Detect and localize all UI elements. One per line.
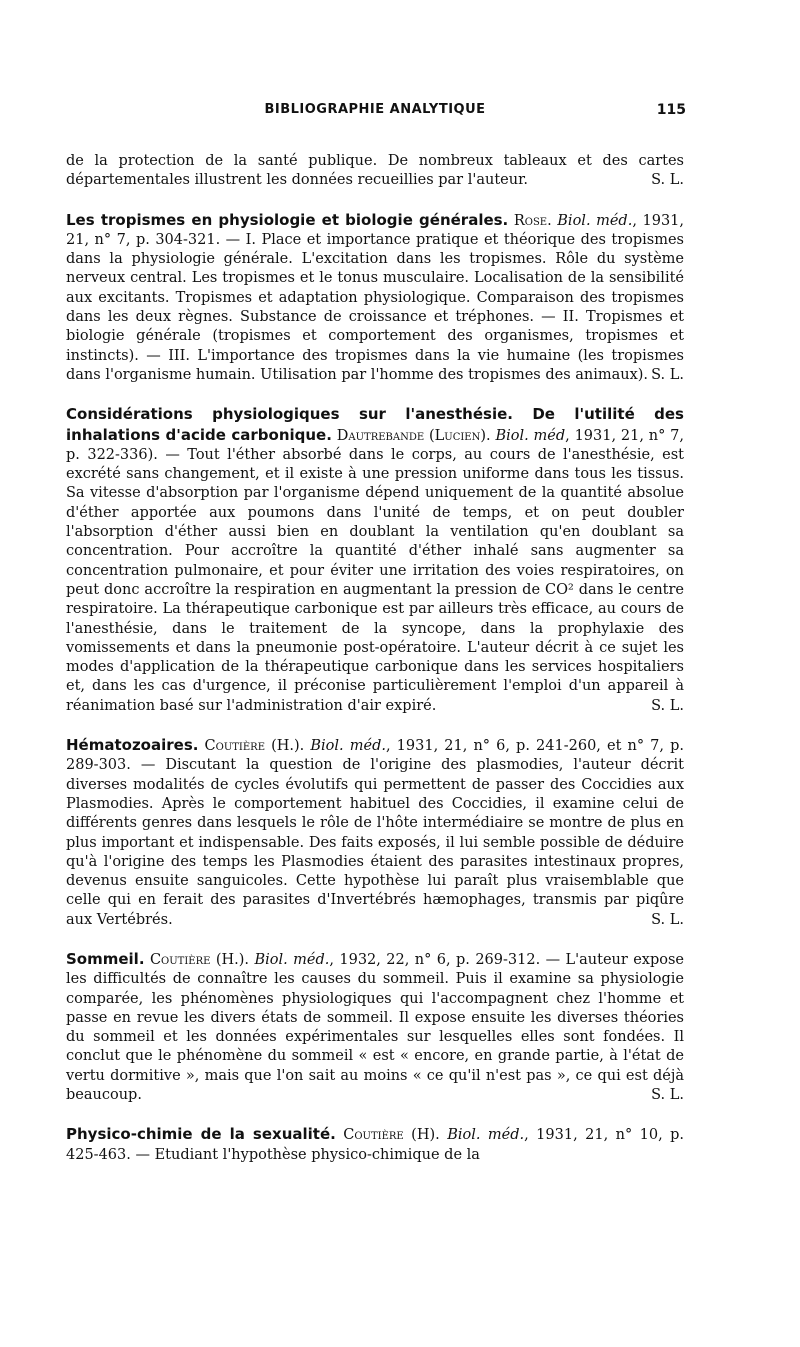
- entry-title: Sommeil.: [66, 949, 145, 968]
- entry-summary: — L'auteur expose les difficultés de connaître les causes du sommeil. Puis il examine sa physiologie comparée, les phénomènes physiologiques qui l'accompagnent chez l'homme et passe en revue les divers états de sommeil. Il expose ensuite les diverses théories du sommeil et les données expérimentales sur lesquelles elles sont fondées. Il conclut que le phénomène du sommeil « est « encore, en grande partie, à l'état de vertu dormitive », mais que l'on sait au moins « ce qu'il n'est pas », ce qui est déjà beaucoup.: [66, 951, 684, 1104]
- entry-title: Considérations physiologiques sur l'anesthésie. De l'utilité des inhalations d'acide carbonique.: [66, 405, 684, 444]
- reviewer-initials: S. L.: [651, 697, 684, 714]
- entry-journal: Biol. méd.: [447, 1127, 525, 1144]
- entry-citation: , 1931, 21, n° 7, p. 304-321.: [66, 212, 685, 248]
- reviewer-initials: S. L.: [651, 172, 684, 189]
- entry-title: Physico-chimie de la sexualité.: [66, 1125, 336, 1144]
- entry-author: Coutière (H.).: [204, 738, 305, 755]
- entry-author: Dautrebande (Lucien).: [336, 427, 491, 444]
- entry-citation: , 1932, 22, n° 6, p. 269-312.: [329, 951, 541, 968]
- continued-paragraph: [66, 152, 684, 191]
- entry-citation: , 1931, 21, n° 6, p. 241-260, et n° 7, p. 289-303.: [66, 738, 684, 774]
- entry-title: Les tropismes en physiologie et biologie générales.: [66, 210, 509, 229]
- entry-citation: , 1931, 21, n° 10, p. 425-463.: [66, 1127, 685, 1163]
- entry-journal: Biol. méd.: [557, 212, 633, 229]
- entry-summary: — Discutant la question de l'origine des plasmodies, l'auteur décrit diverses modalités de cycles évolutifs qui permettent de passer des Coccidies aux Plasmodies. Après le comportement habituel des Coccidies, il examine celui de différents genres dans lesquels le rôle de l'hôte intermédiaire se montre de plus en plus important et indispensable. Des faits exposés, il lui semble possible de déduire qu'à l'origine des temps les Plasmodies étaient des parasites intestinaux propres, devenus ensuite sanguicoles. Cette hypothèse lui paraît plus vraisemblable que celle qui en ferait des parasites d'Invertébrés hæmophages, transmis par piqûre aux Vertébrés.: [66, 757, 684, 928]
- bibliography-entry-sommeil: [66, 950, 684, 1105]
- entry-summary: — Tout l'éther absorbé dans le corps, au cours de l'anesthésie, est excrété sans changement, et il existe à une pression uniforme dans tous les tissus. Sa vitesse d'absorption par l'organisme dépend uniquement de la quantité absolue d'éther apportée aux poumons dans l'unité de temps, et on peut doubler l'absorption d'éther aussi bien en doublant la ventilation qu'en doublant sa concentration. Pour accroître la quantité d'éther inhalé sans augmenter sa concentration pulmonaire, et pour éviter une irritation des voies respiratoires, on peut donc accroître la respiration en augmentant la pression de CO² dans le centre respiratoire. La thérapeutique carbonique est par ailleurs très efficace, au cours de l'anesthésie, dans le traitement de la syncope, dans la prophylaxie des vomissements et dans la pneumonie post-opératoire. L'auteur décrit à ce sujet les modes d'application de la thérapeutique carbonique dans les services hospitaliers et, dans les cas d'urgence, il préconise particulièrement l'emploi d'un appareil à réanimation basé sur l'administration d'air expiré.: [66, 446, 684, 714]
- entry-author: Coutière (H.).: [149, 951, 250, 968]
- entry-journal: Biol. méd.: [310, 738, 386, 755]
- entry-author: Rose.: [513, 212, 552, 229]
- page-number: 115: [656, 102, 686, 118]
- entry-journal: Biol. méd: [495, 427, 566, 444]
- bibliography-entry-anesthesie: [66, 405, 684, 716]
- entry-summary: — Etudiant l'hypothèse physico-chimique de la: [130, 1146, 480, 1163]
- bibliography-entry-hematozoaires: [66, 736, 684, 930]
- entry-citation: , 1931, 21, n° 7, p. 322-336).: [66, 427, 685, 463]
- page-body: [66, 152, 684, 1185]
- reviewer-initials: S. L.: [651, 1087, 684, 1104]
- reviewer-initials: S. L.: [651, 911, 684, 928]
- reviewer-initials: S. L.: [651, 366, 684, 383]
- entry-author: Coutière (H).: [343, 1127, 440, 1144]
- running-title: BIBLIOGRAPHIE ANALYTIQUE: [264, 102, 486, 117]
- entry-title: Hématozoaires.: [66, 736, 199, 755]
- page-header: [64, 102, 686, 126]
- entry-summary: — I. Place et importance pratique et théorique des tropismes dans la physiologie générale. L'excitation dans les tropismes. Rôle du système nerveux central. Les tropismes et le tonus musculaire. Localisation de la sensibilité aux excitants. Tropismes et adaptation physiologique. Comparaison des tropismes dans les deux règnes. Substance de croissance et tréphones. — II. Tropismes et biologie générale (tropismes et comportement des organismes, tropismes et instincts). — III. L'importance des tropismes dans la vie humaine (les tropismes dans l'organisme humain. Utilisation par l'homme des tropismes des animaux).: [66, 231, 684, 383]
- bibliography-entry-sexualite: [66, 1125, 684, 1165]
- entry-journal: Biol. méd.: [254, 951, 330, 968]
- bibliography-entry-tropismes: [66, 211, 684, 386]
- paragraph-text: de la protection de la santé publique. De nombreux tableaux et des cartes départementales illustrent les données recueillies par l'auteur.: [66, 153, 684, 189]
